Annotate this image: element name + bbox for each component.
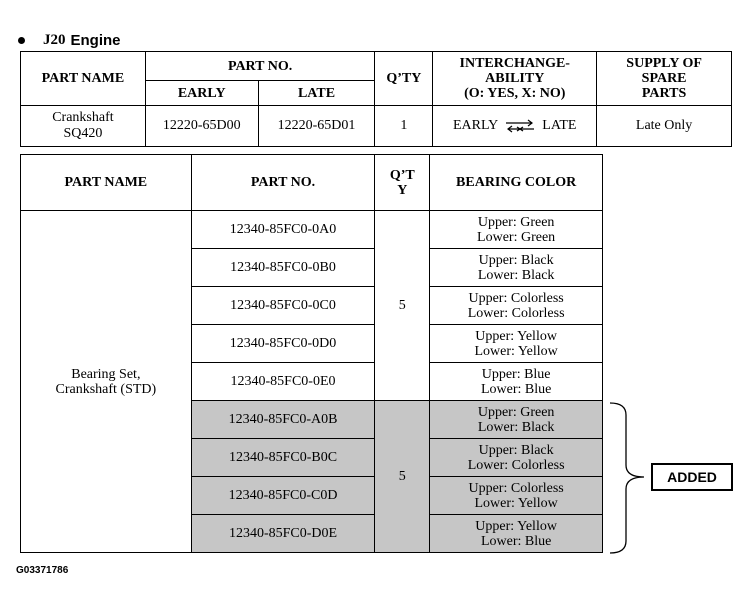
lower-color: Lower: Colorless [467, 305, 565, 321]
figure-id: G03371786 [16, 565, 69, 576]
header-qty [375, 155, 430, 211]
header-supply-line3: PARTS [641, 86, 687, 101]
engine-code: J20 [43, 32, 66, 48]
part-name-line1: Bearing Set, [71, 366, 141, 382]
header-qty-line2: Y [397, 182, 408, 198]
header-interch-line1: INTERCHANGE- [459, 56, 570, 71]
header-late: LATE [258, 81, 375, 106]
bullet-icon [18, 37, 25, 44]
lower-color: Lower: Blue [480, 533, 552, 549]
lower-color: Lower: Green [477, 229, 556, 245]
cell-bearing-color [430, 287, 603, 325]
upper-color: Upper: Yellow [475, 328, 557, 344]
cell-part-name [21, 106, 146, 147]
header-supply-line1: SUPPLY OF [626, 56, 702, 71]
upper-color: Upper: Colorless [468, 290, 564, 306]
header-qty-line1: Q’T [389, 167, 415, 183]
header-part-name: PART NAME [21, 52, 146, 106]
lower-color: Lower: Black [477, 419, 555, 435]
cell-qty-group-2: 5 [375, 401, 430, 553]
header-part-no: PART NO. [145, 52, 375, 81]
cell-part-no: 12340-85FC0-C0D [191, 477, 375, 515]
part-name-line2: Crankshaft (STD) [55, 381, 157, 397]
one-way-arrow-icon [504, 118, 536, 134]
header-interch-line3: (O: YES, X: NO) [464, 86, 566, 101]
header-bearing-color: BEARING COLOR [430, 155, 603, 211]
cell-part-no: 12340-85FC0-0E0 [191, 363, 375, 401]
added-label: ADDED [651, 463, 733, 491]
crankshaft-table [20, 51, 732, 147]
cell-part-no: 12340-85FC0-0B0 [191, 249, 375, 287]
header-part-no: PART NO. [191, 155, 375, 211]
cell-bearing-color [430, 515, 603, 553]
upper-color: Upper: Green [477, 404, 555, 420]
cell-bearing-color [430, 477, 603, 515]
header-early: EARLY [145, 81, 258, 106]
cell-bearing-color [430, 249, 603, 287]
bearing-table [20, 154, 603, 553]
cell-bearing-color [430, 439, 603, 477]
upper-color: Upper: Green [477, 214, 555, 230]
cell-part-no: 12340-85FC0-B0C [191, 439, 375, 477]
cell-part-no: 12340-85FC0-0D0 [191, 325, 375, 363]
curly-brace-icon [606, 401, 650, 555]
cell-bearing-color [430, 325, 603, 363]
cell-bearing-color [430, 211, 603, 249]
header-supply-line2: SPARE [641, 71, 687, 86]
header-part-name: PART NAME [21, 155, 192, 211]
part-name-line1: Crankshaft [52, 110, 114, 125]
upper-color: Upper: Colorless [468, 480, 564, 496]
cell-bearing-color [430, 401, 603, 439]
table-row [21, 106, 732, 147]
cell-part-no: 12340-85FC0-D0E [191, 515, 375, 553]
cell-supply: Late Only [597, 106, 732, 147]
upper-color: Upper: Black [478, 442, 554, 458]
lower-color: Lower: Blue [480, 381, 552, 397]
interch-late: LATE [542, 118, 577, 133]
cell-early-part-no: 12220-65D00 [145, 106, 258, 147]
upper-color: Upper: Black [478, 252, 554, 268]
section-title [18, 32, 121, 49]
header-supply [597, 52, 732, 106]
lower-color: Lower: Yellow [474, 495, 558, 511]
upper-color: Upper: Blue [481, 366, 551, 382]
engine-word: Engine [70, 32, 121, 49]
header-qty: Q’TY [375, 52, 433, 106]
cell-qty: 1 [375, 106, 433, 147]
cell-part-no: 12340-85FC0-0A0 [191, 211, 375, 249]
interch-early: EARLY [453, 118, 499, 133]
cell-part-no: 12340-85FC0-A0B [191, 401, 375, 439]
cell-interchangeability [433, 106, 597, 147]
lower-color: Lower: Black [477, 267, 555, 283]
cell-part-name [21, 211, 192, 553]
upper-color: Upper: Yellow [475, 518, 557, 534]
cell-part-no: 12340-85FC0-0C0 [191, 287, 375, 325]
table-row [21, 211, 603, 249]
lower-color: Lower: Yellow [474, 343, 558, 359]
cell-qty-group-1: 5 [375, 211, 430, 401]
header-interch-line2: ABILITY [485, 71, 545, 86]
header-interchangeability [433, 52, 597, 106]
cell-bearing-color [430, 363, 603, 401]
cell-late-part-no: 12220-65D01 [258, 106, 375, 147]
part-name-line2: SQ420 [63, 126, 103, 141]
lower-color: Lower: Colorless [467, 457, 565, 473]
